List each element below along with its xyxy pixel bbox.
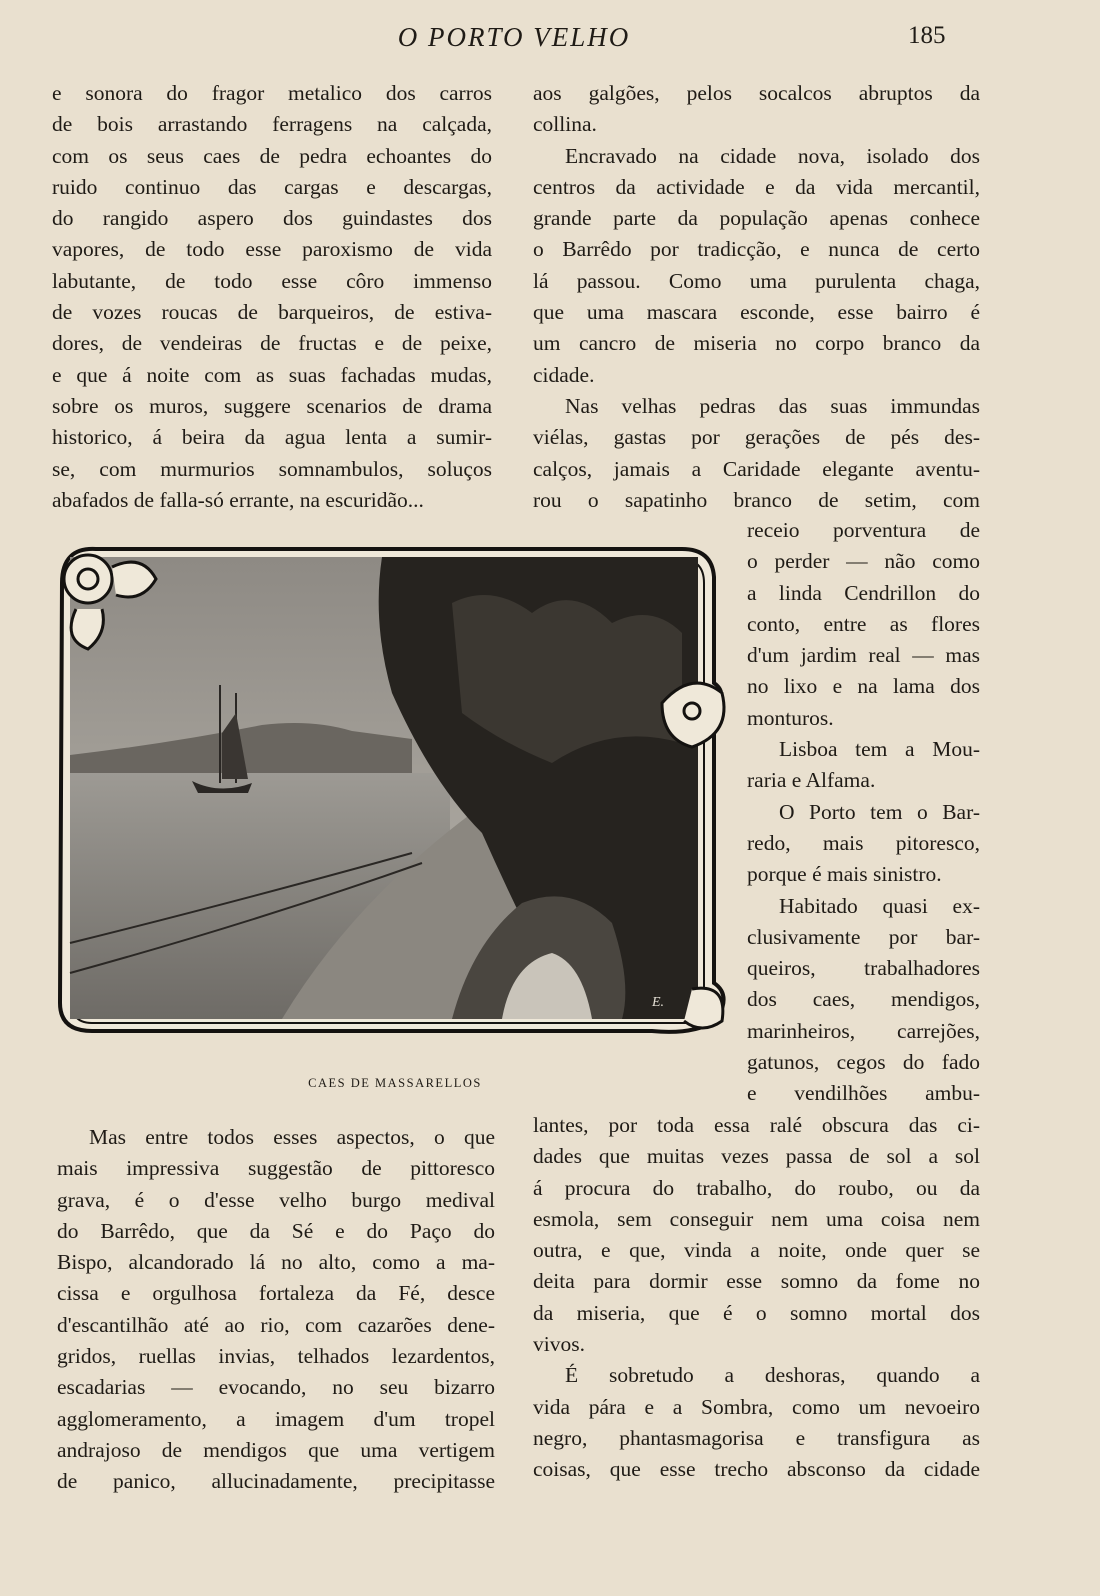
text-line: que uma mascara esconde, esse bairro é [533,300,980,325]
text-line: rou o sapatinho branco de setim, com [533,487,980,512]
text-line: cissa e orgulhosa fortaleza da Fé, desce [57,1281,495,1306]
text-line: se, com murmurios somnambulos, soluços [52,456,492,481]
text-line: dades que muitas vezes passa de sol a sol [533,1144,980,1169]
text-line: Nas velhas pedras das suas immundas [565,393,980,418]
text-line: andrajoso de mendigos que uma vertigem [57,1437,495,1462]
text-line: gridos, ruellas invias, telhados lezardentos, [57,1344,495,1369]
text-line: abafados de falla-só errante, na escuridão... [52,487,424,512]
text-line: centros da actividade e da vida mercantil, [533,174,980,199]
text-line: do Barrêdo, que da Sé e do Paço do [57,1218,495,1243]
text-line: viélas, gastas por gerações de pés des- [533,425,980,450]
text-line: negro, phantasmagorisa e transfigura as [533,1425,980,1450]
text-line: É sobretudo a deshoras, quando a [565,1363,980,1388]
text-line: labutante, de todo esse côro immenso [52,268,492,293]
text-line: marinheiros, carrejões, [747,1018,980,1043]
text-line: Bispo, alcandorado lá no alto, como a ma- [57,1250,495,1275]
text-line: coisas, que esse trecho absconso da cidade [533,1457,980,1482]
text-line: com os seus caes de pedra echoantes do [52,143,492,168]
text-line: grava, é o d'esse velho burgo medival [57,1187,495,1212]
text-line: dores, de vendeiras de fructas e de peixe, [52,331,492,356]
quay-photograph [52,543,738,1047]
text-line: queiros, trabalhadores [747,956,980,981]
text-line: lá passou. Como uma purulenta chaga, [533,268,980,293]
text-line: o Barrêdo por tradicção, e nunca de certo [533,237,980,262]
text-line: porque é mais sinistro. [747,862,942,887]
text-line: aos galgões, pelos socalcos abruptos da [533,81,980,105]
text-line: cidade. [533,362,595,387]
text-line: o perder — não como [747,549,980,574]
left-column-bottom [57,1122,495,1498]
running-header-title: O PORTO VELHO [397,22,631,52]
right-column-top [533,78,980,516]
text-line: a linda Cendrillon do [747,580,980,605]
text-line: á procura do trabalho, do roubo, ou da [533,1175,980,1200]
text-line: vapores, de todo esse paroxismo de vida [52,237,492,262]
text-line: O Porto tem o Bar- [779,799,980,824]
text-line: de bois arrastando ferragens na calçada, [52,112,492,137]
text-line: monturos. [747,705,834,730]
text-line: raria e Alfama. [747,768,876,793]
text-line: de panico, allucinadamente, precipitasse [57,1469,495,1494]
text-line: agglomeramento, a imagem d'um tropel [57,1406,495,1431]
text-line: outra, e que, vinda a noite, onde quer se [533,1238,980,1263]
text-line: e vendilhões ambu- [747,1081,980,1106]
text-line: do rangido aspero dos guindastes dos [52,206,492,231]
photo-figure [52,543,738,1047]
right-column-wrap [747,515,980,1110]
text-line: vida pára e a Sombra, como um nevoeiro [533,1394,980,1419]
text-line: escadarias — evocando, no seu bizarro [57,1375,495,1400]
text-line: da miseria, que é o somno mortal dos [533,1300,980,1325]
text-line: Encravado na cidade nova, isolado dos [565,143,980,168]
text-line: e que á noite com as suas fachadas mudas, [52,362,492,387]
text-line: ruido continuo das cargas e descargas, [52,174,492,199]
text-line: de vozes roucas de barqueiros, de estiva- [52,300,492,325]
text-line: Lisboa tem a Mou- [779,737,980,762]
text-line: grande parte da população apenas conhece [533,206,980,231]
text-line: no lixo e na lama dos [747,674,980,699]
text-line: e sonora do fragor metalico dos carros [52,81,492,105]
text-line: receio porventura de [747,518,980,542]
text-line: lantes, por toda essa ralé obscura das ci- [533,1113,980,1137]
text-line: d'escantilhão até ao rio, com cazarões dene- [57,1312,495,1337]
text-line: calços, jamais a Caridade elegante aventu- [533,456,980,481]
text-line: redo, mais pitoresco, [747,830,980,855]
photo-signature: E. [652,995,665,1010]
left-column-top [52,78,492,516]
page-number: 185 [908,22,946,49]
text-line: dos caes, mendigos, [747,987,980,1012]
text-line: collina. [533,112,597,137]
text-line: historico, á beira da agua lenta a sumir- [52,425,492,450]
text-line: vivos. [533,1332,585,1357]
text-line: Mas entre todos esses aspectos, o que [89,1125,495,1149]
text-line: deita para dormir esse somno da fome no [533,1269,980,1294]
text-line: d'um jardim real — mas [747,643,980,668]
text-line: conto, entre as flores [747,611,980,636]
text-line: esmola, sem conseguir nem uma coisa nem [533,1206,980,1231]
text-line: mais impressiva suggestão de pittoresco [57,1156,495,1181]
figure-caption: CAES DE MASSARELLOS [308,1076,482,1090]
text-line: um cancro de miseria no corpo branco da [533,331,980,356]
text-line: Habitado quasi ex- [779,893,980,918]
text-line: clusivamente por bar- [747,924,980,949]
right-column-bottom [533,1110,980,1486]
text-line: sobre os muros, suggere scenarios de drama [52,393,492,418]
text-line: gatunos, cegos do fado [747,1050,980,1075]
